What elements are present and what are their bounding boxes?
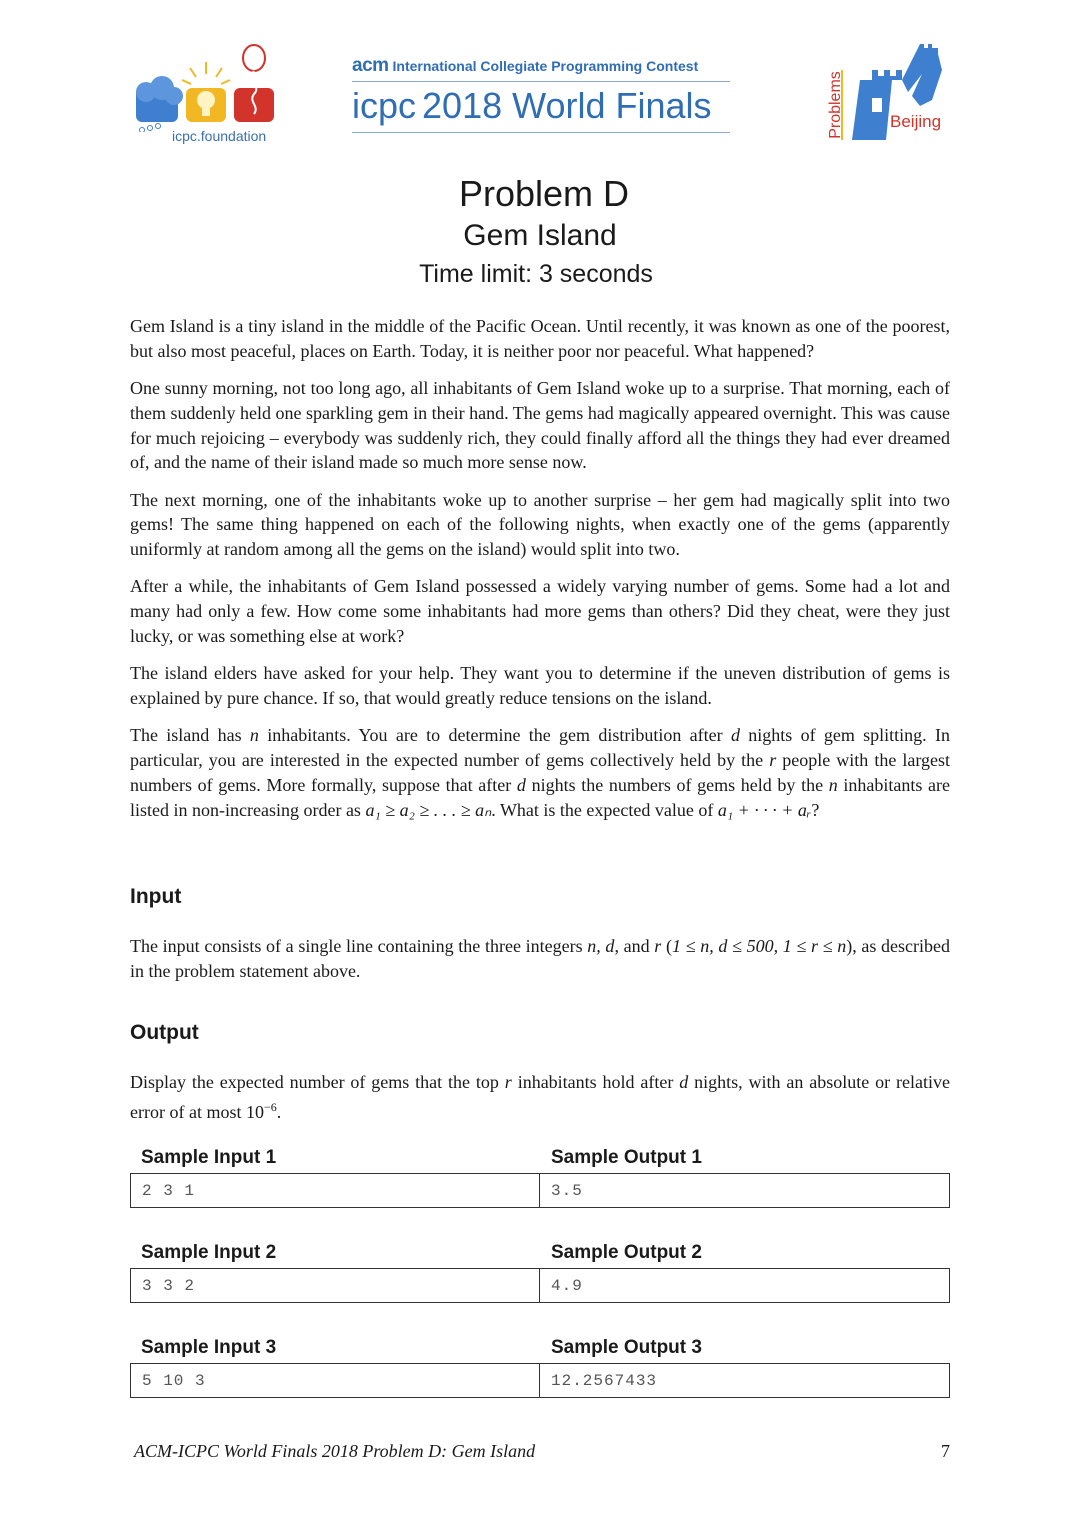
text-run: . What is the expected value of bbox=[491, 799, 718, 820]
page-header bbox=[0, 0, 1080, 160]
statement-paragraph: Gem Island is a tiny island in the middle of the Pacific Ocean. Until recently, it was known as one of the poorest, but also most peaceful, places on Earth. Today, it is neither poor nor peaceful. What happened? bbox=[130, 316, 950, 361]
math-sequence: a₁ ≥ a₂ ≥ . . . ≥ aₙ bbox=[365, 799, 492, 820]
footer-title: ACM-ICPC World Finals 2018 Problem D: Gem Island bbox=[134, 1441, 536, 1461]
problems-vertical-label: Problems bbox=[826, 71, 844, 139]
math-var: d bbox=[730, 725, 740, 746]
statement-paragraph: After a while, the inhabitants of Gem Island possessed a widely varying number of gems. Some had a lot and many had only a few. How come some inhabitants had more gems than others? Did they cheat, were they just lucky, or was something else at work? bbox=[130, 576, 950, 646]
acm-wordmark: acm bbox=[352, 55, 389, 76]
text-run: inhabitants hold after bbox=[511, 1072, 680, 1092]
input-heading: Input bbox=[130, 885, 182, 908]
sample-output-label: Sample Output 2 bbox=[551, 1242, 702, 1263]
math-var: r bbox=[654, 936, 662, 956]
math-var: n bbox=[249, 725, 259, 746]
text-run: . bbox=[276, 1101, 282, 1122]
sample-input-value[interactable]: 3 3 2 bbox=[131, 1269, 540, 1302]
finals-line bbox=[352, 82, 730, 133]
beijing-problems-logo bbox=[812, 40, 952, 150]
problem-label: Problem D bbox=[458, 173, 630, 214]
text-run: nights, with an absolute or relative error of at most bbox=[130, 1072, 950, 1122]
time-limit: Time limit: 3 seconds bbox=[419, 260, 653, 288]
math-var: r bbox=[504, 1072, 512, 1092]
text-run: nights the numbers of gems held by the bbox=[525, 774, 829, 795]
sample-1 bbox=[130, 1143, 950, 1208]
math-var: r bbox=[769, 749, 777, 770]
city-label: Beijing bbox=[890, 112, 942, 131]
text-run: nights of gem splitting. In particular, you are interested in the expected number of gems collectively held by the bbox=[130, 725, 950, 770]
output-heading: Output bbox=[130, 1021, 199, 1044]
sample-2 bbox=[130, 1238, 950, 1303]
icpc-wordmark: icpc bbox=[352, 85, 417, 126]
text-run: , and bbox=[614, 936, 655, 956]
acm-line bbox=[352, 55, 730, 82]
statement-paragraph-formal bbox=[130, 723, 950, 822]
math-var: d bbox=[679, 1072, 689, 1092]
statement-paragraph: The island elders have asked for your help. They want you to determine if the uneven distribution of gems is explained by pure chance. If so, that would greatly reduce tensions on the island. bbox=[130, 663, 950, 708]
sample-input-value[interactable]: 5 10 3 bbox=[131, 1364, 540, 1397]
statement-paragraph: The next morning, one of the inhabitants woke up to another surprise – her gem had magically split into two gems! The same thing happened on each of the following nights, when exactly one of the gems (apparently uniformly at random among all the gems on the island) would split into two. bbox=[130, 489, 950, 560]
sample-output-value[interactable]: 4.9 bbox=[551, 1277, 583, 1295]
problem-name: Gem Island bbox=[463, 219, 617, 252]
text-run: The input consists of a single line containing the three integers bbox=[130, 936, 588, 956]
sample-input-label: Sample Input 2 bbox=[141, 1242, 277, 1263]
input-description bbox=[130, 934, 950, 984]
sample-output-value[interactable]: 3.5 bbox=[551, 1182, 583, 1200]
math-var: d bbox=[516, 774, 526, 795]
sample-output-label: Sample Output 1 bbox=[551, 1147, 702, 1168]
text-run: inhabitants. You are to determine the gem distribution after bbox=[258, 725, 731, 746]
text-run: The island has bbox=[130, 725, 250, 746]
text-run: inhabitants are listed in non-increasing order as bbox=[130, 774, 950, 820]
output-description bbox=[130, 1070, 950, 1125]
problem-title-block bbox=[0, 172, 1080, 292]
sample-input-value[interactable]: 2 3 1 bbox=[131, 1174, 540, 1207]
logo-caption: icpc.foundation bbox=[172, 128, 267, 144]
sample-input-label: Sample Input 3 bbox=[141, 1337, 277, 1358]
math-sum: a₁ + · · · + aᵣ bbox=[717, 799, 812, 820]
contest-banner bbox=[352, 55, 730, 133]
sample-input-label: Sample Input 1 bbox=[141, 1147, 277, 1168]
finals-title: 2018 World Finals bbox=[422, 85, 712, 126]
error-base: 10 bbox=[245, 1101, 264, 1122]
icpc-foundation-emblem-icon bbox=[130, 42, 280, 132]
acm-line-text: International Collegiate Programming Contest bbox=[392, 58, 699, 74]
page-footer bbox=[134, 1441, 950, 1462]
icpc-foundation-logo bbox=[130, 42, 280, 152]
text-run: ( bbox=[661, 936, 672, 956]
sample-output-value[interactable]: 12.2567433 bbox=[551, 1372, 658, 1390]
text-run: ), as described in the problem statement above. bbox=[130, 936, 950, 981]
text-run: ? bbox=[811, 799, 820, 820]
math-var: n, d bbox=[587, 936, 615, 956]
sample-3 bbox=[130, 1333, 950, 1398]
statement-paragraph: One sunny morning, not too long ago, all inhabitants of Gem Island woke up to a surprise. That morning, each of them suddenly held one sparkling gem in their hand. The gems had magically appeared overnight. This was cause for much rejoicing – everybody was suddenly rich, they could finally afford all the things they had ever dreamed of, and the name of their island made so much more sense now. bbox=[130, 377, 950, 473]
text-run: Display the expected number of gems that the top bbox=[130, 1072, 505, 1092]
math-var: n bbox=[828, 774, 838, 795]
math-bounds: 1 ≤ n, d ≤ 500, 1 ≤ r ≤ n bbox=[671, 936, 847, 956]
error-exponent: −6 bbox=[263, 1099, 277, 1114]
problem-statement bbox=[130, 314, 950, 835]
page-number: 7 bbox=[941, 1441, 950, 1461]
sample-output-label: Sample Output 3 bbox=[551, 1337, 702, 1358]
text-run: people with the largest numbers of gems. More formally, suppose that after bbox=[130, 749, 951, 795]
